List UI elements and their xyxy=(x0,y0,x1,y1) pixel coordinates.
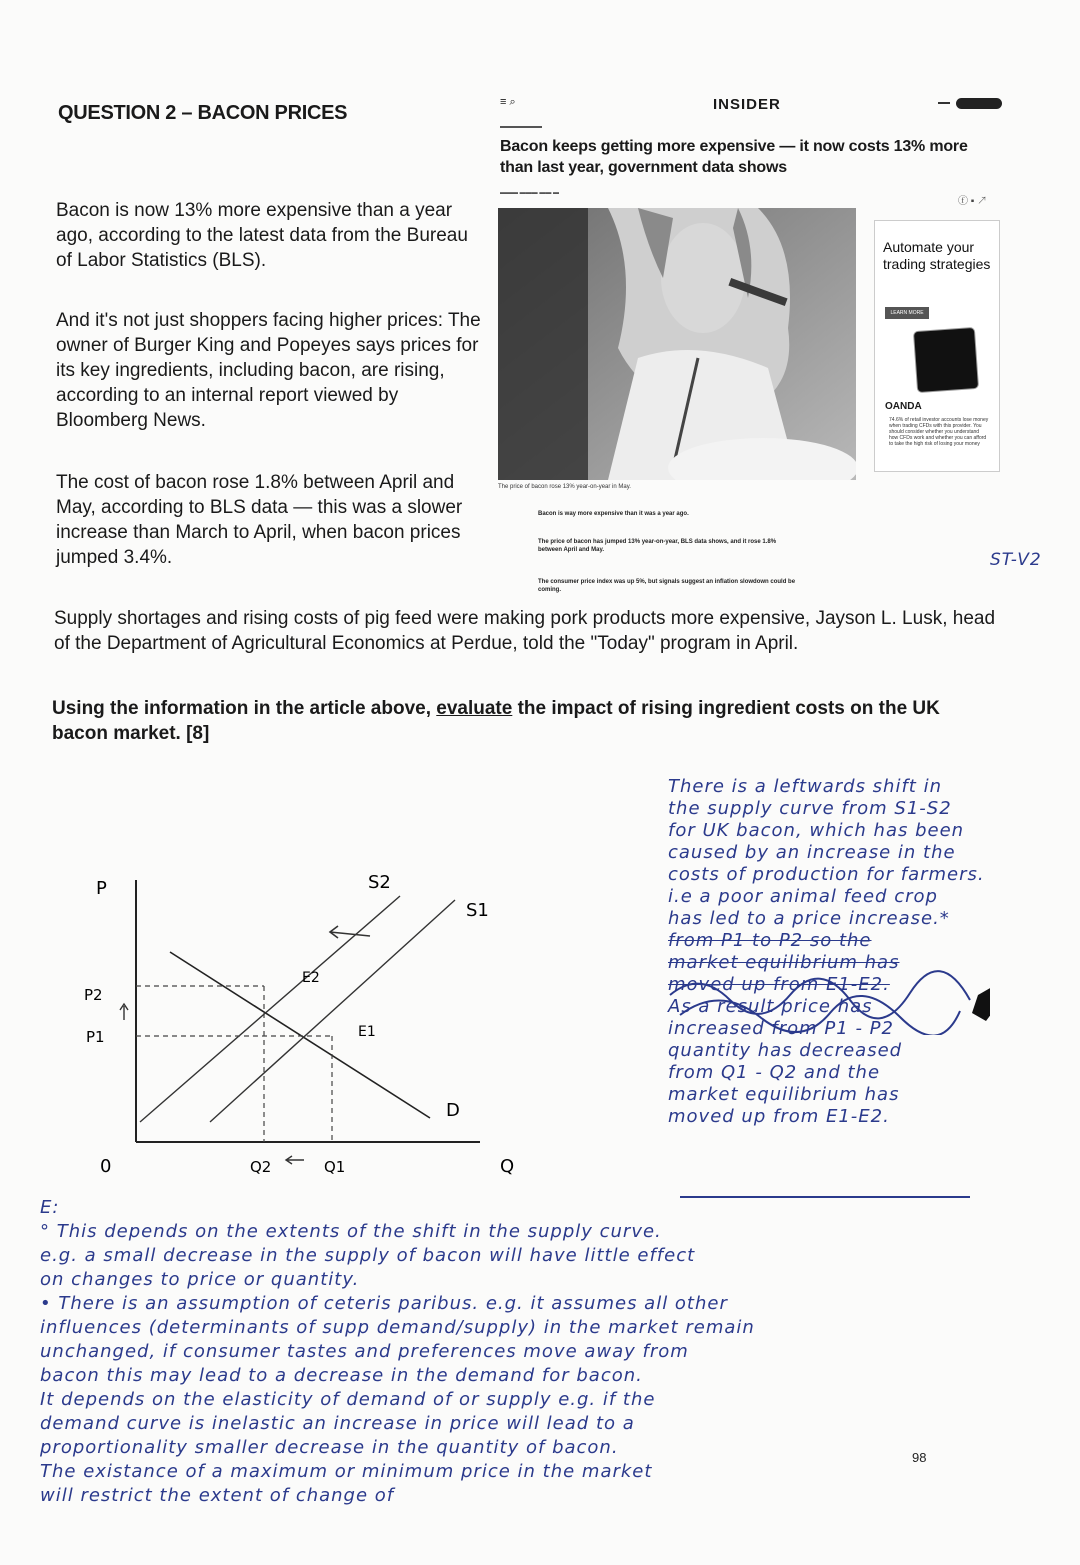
explanation-line: caused by an increase in the xyxy=(668,842,956,863)
article-topbar xyxy=(498,92,1018,116)
bullet-1: Bacon is way more expensive than it was a year ago. xyxy=(538,511,689,517)
e1-label: E1 xyxy=(358,1024,376,1040)
question-title: QUESTION 2 – BACON PRICES xyxy=(58,102,348,124)
menu-search-icons: ≡ ⌕ xyxy=(500,96,516,108)
ad-disclaimer: 74.6% of retail investor accounts lose money when trading CFDs with this provider. You should consider whether you understand how CFDs work and whether you can afford to take the high risk of losing your money xyxy=(889,417,989,447)
explanation-line: quantity has decreased xyxy=(668,1040,903,1061)
demand-curve xyxy=(170,952,430,1118)
evaluation-line: e.g. a small decrease in the supply of bacon will have little effect xyxy=(40,1245,696,1266)
divider xyxy=(500,126,542,128)
explanation-line: market equilibrium has xyxy=(668,1084,900,1105)
instruction-post: the impact of rising ingredient costs on the UK bacon market. [8] xyxy=(52,698,940,744)
instruction-pre: Using the information in the article above, xyxy=(52,698,437,719)
page-number: 98 xyxy=(912,1450,927,1465)
explanation-line: the supply curve from S1-S2 xyxy=(668,798,952,819)
s2-label: S2 xyxy=(368,872,391,893)
evaluation-line: will restrict the extent of change of xyxy=(40,1485,395,1506)
photo-caption: The price of bacon rose 13% year-on-year in May. xyxy=(498,484,631,490)
bullet-3: The consumer price index was up 5%, but signals suggest an inflation slowdown could be coming. xyxy=(538,579,796,593)
evaluation-line: influences (determinants of supp demand/supply) in the market remain xyxy=(40,1317,755,1338)
q1-label: Q1 xyxy=(324,1158,346,1176)
margin-note: ST-V2 xyxy=(990,550,1042,570)
shift-arrow xyxy=(330,932,370,936)
ad-phone-graphic xyxy=(913,327,979,393)
s1-label: S1 xyxy=(466,900,489,921)
supply-demand-diagram xyxy=(80,860,550,1190)
quantity-left-arrow xyxy=(286,1156,304,1164)
share-icons: ⓕ ▪ ↗ xyxy=(958,196,988,207)
explanation-line: i.e a poor animal feed crop xyxy=(668,886,938,907)
paragraph-supply-shortages: Supply shortages and rising costs of pig feed were making pork products more expensive, Jayson L. Lusk, head of the Department of Agricultural Economics at Perdue, told the "Today" program in April. xyxy=(54,608,996,654)
evaluation-line: demand curve is inelastic an increase in price will lead to a xyxy=(40,1413,635,1434)
evaluation-line: bacon this may lead to a decrease in the demand for bacon. xyxy=(40,1365,643,1386)
evaluation-line: E: xyxy=(40,1197,60,1218)
origin-label: 0 xyxy=(100,1156,112,1177)
subscribe-pill xyxy=(956,98,1002,109)
explanation-line: moved up from E1-E2. xyxy=(668,1106,890,1127)
paragraph-bacon-price: Bacon is now 13% more expensive than a year ago, according to the latest data from the Bureau of Labor Statistics (BLS). xyxy=(56,200,468,271)
advertisement[interactable] xyxy=(874,220,1000,472)
evaluation-line: ° This depends on the extents of the shift in the supply curve. xyxy=(40,1221,662,1242)
q2-label: Q2 xyxy=(250,1158,272,1176)
question-instruction xyxy=(52,696,952,746)
photo-woman-eating-bacon xyxy=(498,208,856,480)
paragraph-bls-data: The cost of bacon rose 1.8% between April and May, according to BLS data — this was a slower increase than March to April, when bacon prices jumped 3.4%. xyxy=(56,472,463,568)
explanation-line: costs of production for farmers. xyxy=(668,864,985,885)
scribble-out xyxy=(660,965,990,1035)
explanation-line-crossed: from P1 to P2 so the xyxy=(668,930,872,951)
instruction-evaluate: evaluate xyxy=(436,698,513,719)
article-byline: ▬▬▬ ▬▬▬ ▬▬ ▬ xyxy=(500,190,560,196)
evaluation-line: on changes to price or quantity. xyxy=(40,1269,360,1290)
insider-logo: INSIDER xyxy=(713,96,781,113)
explanation-line: has led to a price increase.* xyxy=(668,908,950,929)
handwritten-explanation xyxy=(668,776,1068,1128)
ad-title: Automate your trading strategies xyxy=(883,239,991,272)
d-label: D xyxy=(446,1100,460,1121)
dash-icon xyxy=(938,102,950,104)
e2-label: E2 xyxy=(302,970,320,986)
explanation-line: increased from P1 - P2 xyxy=(668,1018,894,1039)
supply-curve-s2 xyxy=(140,896,400,1122)
evaluation-line: It depends on the elasticity of demand of or supply e.g. if the xyxy=(40,1389,656,1410)
p2-label: P2 xyxy=(84,986,103,1004)
bullet-2: The price of bacon has jumped 13% year-on-year, BLS data shows, and it rose 1.8% between April and May. xyxy=(538,539,777,553)
explanation-line: from Q1 - Q2 and the xyxy=(668,1062,881,1083)
evaluation-line: proportionality smaller decrease in the quantity of bacon. xyxy=(40,1437,619,1458)
explanation-line: There is a leftwards shift in xyxy=(668,776,942,797)
evaluation-line: The existance of a maximum or minimum price in the market xyxy=(40,1461,653,1482)
article-headline: Bacon keeps getting more expensive — it now costs 13% more than last year, government data shows xyxy=(500,138,968,176)
price-up-arrow xyxy=(120,1004,128,1020)
explanation-line-crossed: moved up from E1-E2. xyxy=(668,974,890,995)
explanation-line: As a result price has xyxy=(668,996,873,1017)
ad-learn-more-button[interactable]: LEARN MORE xyxy=(885,307,929,319)
evaluation-line: • There is an assumption of ceteris paribus. e.g. it assumes all other xyxy=(40,1293,728,1314)
explanation-line: for UK bacon, which has been xyxy=(668,820,965,841)
article-screenshot xyxy=(498,92,1018,612)
y-axis-label: P xyxy=(96,878,107,899)
article-photo xyxy=(498,208,856,480)
paragraph-burger-king: And it's not just shoppers facing higher prices: The owner of Burger King and Popeyes says prices for its key ingredients, including bacon, are rising, according to an internal report viewed by Bloomberg News. xyxy=(56,310,481,431)
x-axis-label: Q xyxy=(500,1156,515,1177)
ad-brand: OANDA xyxy=(885,401,922,412)
p1-label: P1 xyxy=(86,1028,105,1046)
explanation-line-crossed: market equilibrium has xyxy=(668,952,900,973)
evaluation-line: unchanged, if consumer tastes and preferences move away from xyxy=(40,1341,689,1362)
